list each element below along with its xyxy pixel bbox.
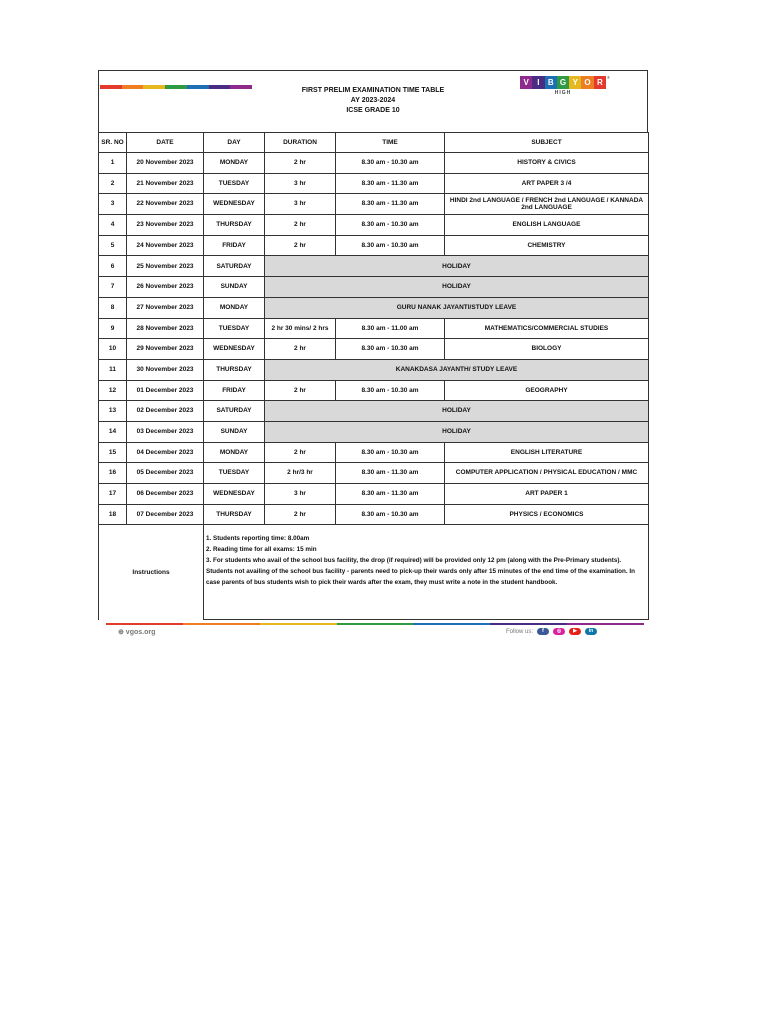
cell-subject: ART PAPER 3 /4 — [445, 173, 649, 194]
table-row — [99, 173, 649, 194]
cell-holiday: KANAKDASA JAYANTH/ STUDY LEAVE — [265, 359, 649, 380]
table-row — [99, 401, 649, 422]
cell-day: SUNDAY — [204, 277, 265, 298]
cell-holiday: GURU NANAK JAYANTI/STUDY LEAVE — [265, 297, 649, 318]
cell-sr-no: 15 — [99, 442, 127, 463]
cell-date: 28 November 2023 — [127, 318, 204, 339]
cell-sr-no: 10 — [99, 339, 127, 360]
rainbow-segment — [122, 85, 144, 89]
cell-day: TUESDAY — [204, 318, 265, 339]
cell-duration: 2 hr — [265, 339, 336, 360]
timetable-body — [99, 153, 649, 525]
cell-sr-no: 6 — [99, 256, 127, 277]
cell-date: 29 November 2023 — [127, 339, 204, 360]
cell-sr-no: 18 — [99, 504, 127, 525]
cell-date: 23 November 2023 — [127, 215, 204, 236]
linkedin-icon[interactable]: in — [585, 628, 597, 635]
cell-time: 8.30 am - 11.30 am — [336, 194, 445, 215]
cell-day: WEDNESDAY — [204, 194, 265, 215]
table-header-row — [99, 133, 649, 153]
cell-date: 03 December 2023 — [127, 421, 204, 442]
cell-day: SATURDAY — [204, 401, 265, 422]
cell-subject: ENGLISH LANGUAGE — [445, 215, 649, 236]
cell-subject: BIOLOGY — [445, 339, 649, 360]
cell-duration: 2 hr/3 hr — [265, 463, 336, 484]
footer-social — [506, 628, 597, 635]
cell-date: 04 December 2023 — [127, 442, 204, 463]
cell-sr-no: 17 — [99, 484, 127, 505]
cell-time: 8.30 am - 10.30 am — [336, 153, 445, 174]
cell-sr-no: 9 — [99, 318, 127, 339]
table-row — [99, 463, 649, 484]
cell-day: TUESDAY — [204, 173, 265, 194]
cell-subject: PHYSICS / ECONOMICS — [445, 504, 649, 525]
logo-letter: G — [557, 76, 569, 89]
cell-subject: GEOGRAPHY — [445, 380, 649, 401]
rainbow-stripe — [100, 85, 252, 89]
rainbow-segment — [187, 85, 209, 89]
sheet-top-border — [98, 70, 648, 71]
cell-date: 20 November 2023 — [127, 153, 204, 174]
table-row — [99, 504, 649, 525]
logo-letter: Y — [569, 76, 581, 89]
cell-date: 25 November 2023 — [127, 256, 204, 277]
table-row — [99, 215, 649, 236]
col-header-time: TIME — [336, 133, 445, 153]
cell-time: 8.30 am - 10.30 am — [336, 235, 445, 256]
title-line-2: AY 2023-2024 — [350, 97, 396, 104]
cell-duration: 2 hr — [265, 504, 336, 525]
col-header-day: DAY — [204, 133, 265, 153]
cell-date: 01 December 2023 — [127, 380, 204, 401]
follow-us-label: Follow us: — [506, 628, 534, 635]
cell-sr-no: 14 — [99, 421, 127, 442]
timetable-sheet — [98, 70, 648, 613]
footer-rainbow-segment — [337, 623, 414, 625]
cell-holiday: HOLIDAY — [265, 256, 649, 277]
title-line-3: ICSE GRADE 10 — [346, 107, 400, 114]
cell-subject: HINDI 2nd LANGUAGE / FRENCH 2nd LANGUAGE / KANNADA 2nd LANGUAGE — [445, 194, 649, 215]
vibgyor-logo — [520, 75, 610, 96]
title-line-1: FIRST PRELIM EXAMINATION TIME TABLE — [301, 87, 445, 94]
cell-duration: 2 hr — [265, 215, 336, 236]
logo-letter: I — [532, 76, 544, 89]
table-row — [99, 297, 649, 318]
cell-sr-no: 13 — [99, 401, 127, 422]
table-row — [99, 421, 649, 442]
col-header-sr-no: SR. NO — [99, 133, 127, 153]
logo-letter: O — [581, 76, 593, 89]
cell-duration: 2 hr — [265, 442, 336, 463]
logo-letters — [520, 76, 606, 89]
cell-time: 8.30 am - 10.30 am — [336, 442, 445, 463]
cell-holiday: HOLIDAY — [265, 401, 649, 422]
cell-holiday: HOLIDAY — [265, 277, 649, 298]
cell-holiday: HOLIDAY — [265, 421, 649, 442]
cell-day: WEDNESDAY — [204, 484, 265, 505]
cell-subject: ENGLISH LITERATURE — [445, 442, 649, 463]
logo-letter: V — [520, 76, 532, 89]
cell-sr-no: 1 — [99, 153, 127, 174]
cell-day: SUNDAY — [204, 421, 265, 442]
col-header-date: DATE — [127, 133, 204, 153]
sheet-right-border — [647, 70, 648, 132]
cell-sr-no: 11 — [99, 359, 127, 380]
cell-sr-no: 2 — [99, 173, 127, 194]
table-row — [99, 256, 649, 277]
cell-duration: 2 hr — [265, 153, 336, 174]
cell-date: 21 November 2023 — [127, 173, 204, 194]
instruction-2: 2. Reading time for all exams: 15 min — [206, 546, 317, 554]
instructions-text — [204, 525, 649, 620]
footer-rainbow-segment — [183, 623, 260, 625]
cell-time: 8.30 am - 10.30 am — [336, 504, 445, 525]
footer-rainbow-segment — [260, 623, 337, 625]
cell-subject: HISTORY & CIVICS — [445, 153, 649, 174]
cell-sr-no: 4 — [99, 215, 127, 236]
footer-rainbow-segment — [490, 623, 567, 625]
cell-sr-no: 8 — [99, 297, 127, 318]
cell-date: 26 November 2023 — [127, 277, 204, 298]
rainbow-segment — [165, 85, 187, 89]
footer-rainbow-segment — [567, 623, 644, 625]
cell-time: 8.30 am - 11.00 am — [336, 318, 445, 339]
cell-duration: 3 hr — [265, 173, 336, 194]
cell-day: THURSDAY — [204, 504, 265, 525]
table-row — [99, 153, 649, 174]
cell-day: FRIDAY — [204, 380, 265, 401]
cell-sr-no: 5 — [99, 235, 127, 256]
cell-duration: 2 hr — [265, 380, 336, 401]
cell-duration: 3 hr — [265, 194, 336, 215]
footer-rainbow-segment — [413, 623, 490, 625]
table-row — [99, 194, 649, 215]
cell-date: 07 December 2023 — [127, 504, 204, 525]
cell-date: 05 December 2023 — [127, 463, 204, 484]
cell-subject: ART PAPER 1 — [445, 484, 649, 505]
cell-day: SATURDAY — [204, 256, 265, 277]
cell-day: MONDAY — [204, 153, 265, 174]
footer-rainbow-segment — [106, 623, 183, 625]
cell-time: 8.30 am - 10.30 am — [336, 215, 445, 236]
cell-date: 27 November 2023 — [127, 297, 204, 318]
footer-website[interactable]: ⊕ vgos.org — [118, 629, 156, 636]
cell-subject: MATHEMATICS/COMMERCIAL STUDIES — [445, 318, 649, 339]
cell-time: 8.30 am - 10.30 am — [336, 380, 445, 401]
logo-letter: B — [545, 76, 557, 89]
cell-time: 8.30 am - 11.30 am — [336, 463, 445, 484]
instruction-1: 1. Students reporting time: 8.00am — [206, 535, 310, 543]
cell-date: 22 November 2023 — [127, 194, 204, 215]
page-title — [248, 86, 498, 116]
cell-time: 8.30 am - 10.30 am — [336, 339, 445, 360]
cell-sr-no: 7 — [99, 277, 127, 298]
cell-sr-no: 16 — [99, 463, 127, 484]
table-row — [99, 235, 649, 256]
table-row — [99, 339, 649, 360]
exam-timetable — [98, 132, 649, 620]
logo-letter: R — [594, 76, 606, 89]
instagram-icon[interactable]: ◎ — [553, 628, 565, 635]
cell-subject: COMPUTER APPLICATION / PHYSICAL EDUCATION / MMC — [445, 463, 649, 484]
cell-day: MONDAY — [204, 297, 265, 318]
table-row — [99, 359, 649, 380]
instruction-3: 3. For students who avail of the school bus facility, the drop (if required) will be provided only 12 pm (along with the Pre-Primary students). Students not availing of the school bus facility - parents need to pick-up their wards only after 15 minutes of the end time of the examination. In case parents of bus students wish to pick their wards after the exam, they must write a note in the student handbook. — [206, 557, 635, 587]
table-row — [99, 380, 649, 401]
instructions-label: Instructions — [99, 525, 204, 620]
cell-time: 8.30 am - 11.30 am — [336, 173, 445, 194]
cell-day: TUESDAY — [204, 463, 265, 484]
cell-date: 30 November 2023 — [127, 359, 204, 380]
rainbow-segment — [100, 85, 122, 89]
cell-duration: 2 hr — [265, 235, 336, 256]
cell-day: THURSDAY — [204, 215, 265, 236]
cell-date: 02 December 2023 — [127, 401, 204, 422]
cell-duration: 2 hr 30 mins/ 2 hrs — [265, 318, 336, 339]
cell-subject: CHEMISTRY — [445, 235, 649, 256]
cell-day: FRIDAY — [204, 235, 265, 256]
cell-day: WEDNESDAY — [204, 339, 265, 360]
cell-duration: 3 hr — [265, 484, 336, 505]
cell-sr-no: 3 — [99, 194, 127, 215]
table-row — [99, 318, 649, 339]
youtube-icon[interactable]: ▶ — [569, 628, 581, 635]
logo-subtitle: HIGH — [554, 90, 572, 96]
rainbow-segment — [209, 85, 231, 89]
registered-mark: ® — [607, 75, 610, 80]
col-header-subject: SUBJECT — [445, 133, 649, 153]
cell-time: 8.30 am - 11.30 am — [336, 484, 445, 505]
cell-date: 06 December 2023 — [127, 484, 204, 505]
cell-day: THURSDAY — [204, 359, 265, 380]
cell-date: 24 November 2023 — [127, 235, 204, 256]
col-header-duration: DURATION — [265, 133, 336, 153]
cell-day: MONDAY — [204, 442, 265, 463]
table-row — [99, 277, 649, 298]
table-row — [99, 442, 649, 463]
table-row — [99, 484, 649, 505]
rainbow-segment — [143, 85, 165, 89]
instructions-row — [99, 525, 649, 620]
footer-rainbow-line — [106, 623, 644, 625]
cell-sr-no: 12 — [99, 380, 127, 401]
facebook-icon[interactable]: f — [537, 628, 549, 635]
